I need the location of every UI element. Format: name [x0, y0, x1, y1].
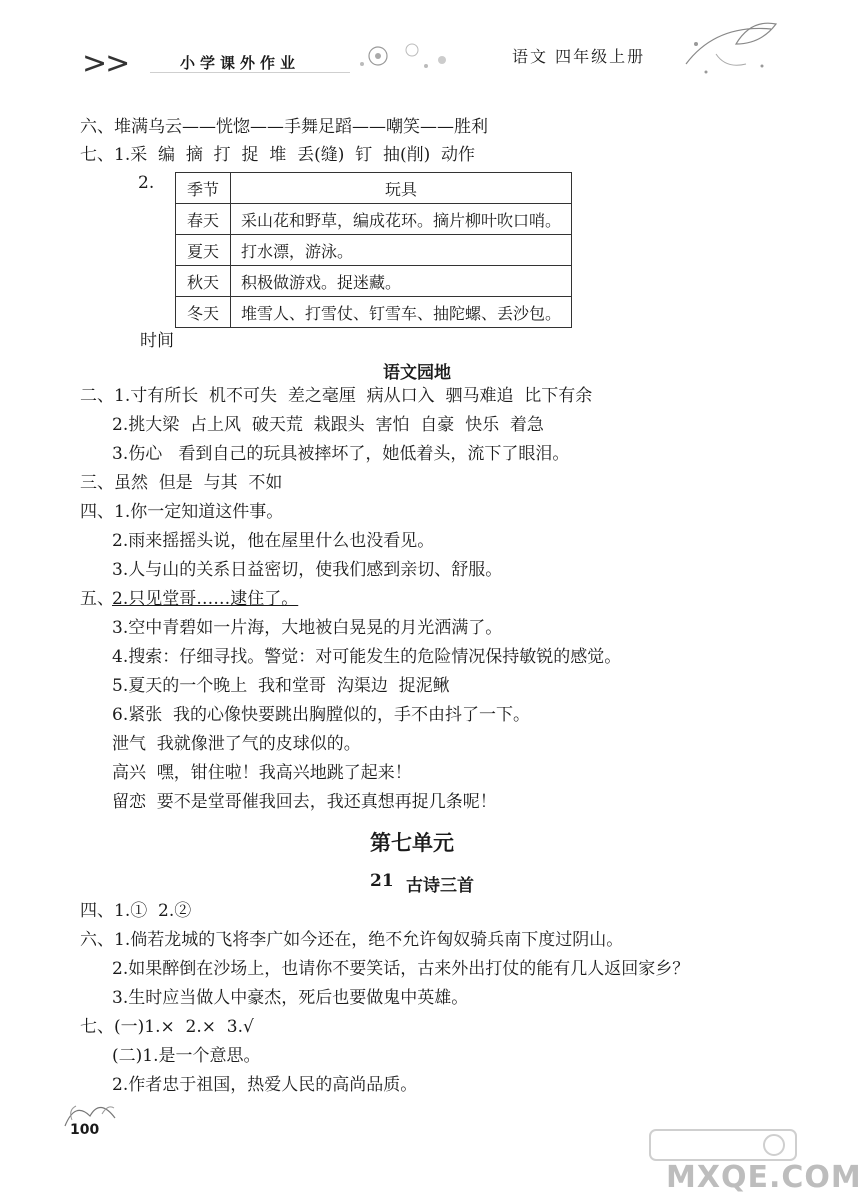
answer-line: 4.搜索：仔细寻找。警觉：对可能发生的危险情况保持敏锐的感觉。: [112, 647, 622, 667]
answer-line: 留恋 要不是堂哥催我回去，我还真想再捉几条呢！: [112, 792, 497, 812]
table-cell-season: 秋天: [176, 266, 231, 297]
lesson-number: 21: [370, 871, 394, 891]
time-label: 时间: [140, 331, 174, 351]
answer-line-7-1: 七、1.采 编 摘 打 捉 堆 丢(缝) 钉 抽(削) 动作: [80, 145, 476, 165]
header-book-title: 小学课外作业: [180, 54, 301, 72]
answer-line-7-2-label: 2.: [138, 173, 155, 193]
unit-title: 第七单元: [370, 830, 454, 855]
answer-line: 2.作者忠于祖国，热爱人民的高尚品质。: [112, 1075, 418, 1095]
table-cell-season: 夏天: [176, 235, 231, 266]
answer-line-underlined: 2.只见堂哥……逮住了。: [112, 589, 299, 609]
answer-line: 3.生时应当做人中豪杰，死后也要做鬼中英雄。: [112, 988, 469, 1008]
answer-line: 七、(一)1.× 2.× 3.√: [80, 1017, 254, 1037]
page-number-leaf-decoration-icon: [60, 1096, 120, 1146]
answer-line: 二、1.寸有所长 机不可失 差之毫厘 病从口入 驷马难追 比下有余: [80, 386, 593, 406]
header-subject-grade: 语文 四年级上册: [512, 47, 646, 66]
answer-line: 2.挑大梁 占上风 破天荒 栽跟头 害怕 自豪 快乐 着急: [112, 415, 544, 435]
table-header-row: [176, 173, 572, 204]
table-cell-toy: 积极做游戏。捉迷藏。: [231, 266, 572, 297]
season-toy-table: [175, 172, 572, 328]
table-cell-toy: 堆雪人、打雪仗、钉雪车、抽陀螺、丢沙包。: [231, 297, 572, 328]
answer-line: 2.如果醉倒在沙场上，也请你不要笑话，古来外出打仗的能有几人返回家乡？: [112, 959, 690, 979]
lesson-title: 古诗三首: [406, 876, 474, 896]
answer-line: 高兴 嘿，钳住啦！我高兴地跳了起来！: [112, 763, 412, 783]
answer-line: 四、1.你一定知道这件事。: [80, 502, 284, 522]
answer-line: 5.夏天的一个晚上 我和堂哥 沟渠边 捉泥鳅: [112, 676, 450, 696]
header-chevron-icon: >>: [82, 46, 129, 81]
table-cell-season: 春天: [176, 204, 231, 235]
table-row: [176, 204, 572, 235]
table-header-season: 季节: [176, 173, 231, 204]
answer-line: 3.人与山的关系日益密切，使我们感到亲切、舒服。: [112, 560, 503, 580]
table-cell-season: 冬天: [176, 297, 231, 328]
answer-line-5-label: 五、: [80, 589, 114, 609]
table-row: [176, 297, 572, 328]
table-row: [176, 266, 572, 297]
table-row: [176, 235, 572, 266]
answer-line-6: 六、堆满乌云——恍惚——手舞足蹈——嘲笑——胜利: [80, 117, 488, 137]
watermark-text: MXQE.COM: [666, 1160, 862, 1195]
watermark-logo-icon: [648, 1128, 798, 1164]
answer-line: 六、1.倘若龙城的飞将李广如今还在，绝不允许匈奴骑兵南下度过阴山。: [80, 930, 624, 950]
header-leaf-decoration-icon: [676, 14, 786, 84]
answer-line: 6.紧张 我的心像快要跳出胸膛似的，手不由抖了一下。: [112, 705, 531, 725]
answer-line: (二)1.是一个意思。: [112, 1046, 261, 1066]
answer-line: 三、虽然 但是 与其 不如: [80, 473, 283, 493]
answer-line: 2.雨来摇摇头说，他在屋里什么也没看见。: [112, 531, 435, 551]
page-number: 100: [70, 1122, 100, 1138]
answer-line: 四、1.① 2.②: [80, 901, 192, 921]
answer-line: 3.空中青碧如一片海，大地被白晃晃的月光洒满了。: [112, 618, 503, 638]
table-cell-toy: 采山花和野草，编成花环。摘片柳叶吹口哨。: [231, 204, 572, 235]
section-title-yuwen-yuandi: 语文园地: [383, 363, 451, 383]
table-cell-toy: 打水漂，游泳。: [231, 235, 572, 266]
answer-line: 泄气 我就像泄了气的皮球似的。: [112, 734, 361, 754]
table-header-toy: 玩具: [231, 173, 572, 204]
header-flower-decoration-icon: [350, 20, 470, 80]
answer-line: 3.伤心 看到自己的玩具被摔坏了，她低着头，流下了眼泪。: [112, 444, 570, 464]
